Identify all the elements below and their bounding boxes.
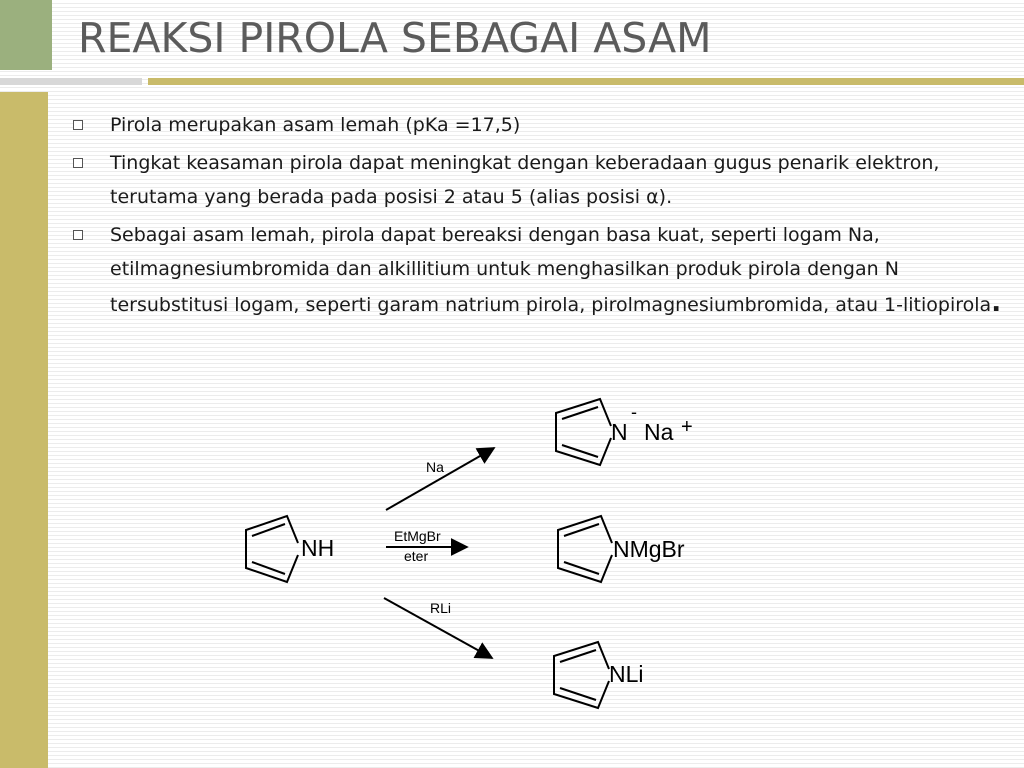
bullet-text: Pirola merupakan asam lemah (pKa =17,5) (110, 114, 521, 136)
slide-title: REAKSI PIROLA SEBAGAI ASAM (78, 14, 712, 62)
pyrrole-ring (554, 642, 609, 708)
product-pyrrolmagnesiumbromide (558, 516, 685, 582)
reagent-eter: eter (404, 548, 429, 564)
product-1-charge: - (631, 402, 637, 422)
reagent-na: Na (426, 459, 444, 475)
reactant-label: NH (301, 535, 335, 561)
reagent-rli: RLi (430, 600, 452, 616)
pyrrole-ring (558, 516, 612, 582)
product-2-label: NMgBr (613, 536, 685, 562)
bullet-end-period: . (991, 288, 1002, 318)
bullet-text: Tingkat keasaman pirola dapat meningkat dengan keberadaan gugus penarik elektron, terutama yang berada pada posisi 2 atau 5 (alias posisi α). (110, 152, 940, 208)
arrow-na (386, 448, 494, 510)
product-sodium-pyrrole (556, 399, 693, 465)
pyrrole-ring (246, 516, 298, 582)
product-3-label: NLi (609, 661, 644, 687)
reactant-pyrrole (246, 516, 334, 582)
product-1-counterion-charge: + (681, 416, 693, 438)
product-1-label: N (611, 419, 628, 445)
reagent-etmgbr: EtMgBr (394, 528, 441, 544)
product-1-counterion: Na (644, 419, 674, 445)
pyrrole-ring (556, 399, 611, 465)
bullet-text: Sebagai asam lemah, pirola dapat bereaksi dengan basa kuat, seperti logam Na, etilmagnesiumbromida dan alkillitium untuk menghasilkan produk pirola dengan N tersubstitusi logam, seperti garam natrium pirola, pirolmagnesiumbromida, atau 1-litiopirola (110, 224, 992, 316)
product-litiopirola (554, 642, 644, 708)
